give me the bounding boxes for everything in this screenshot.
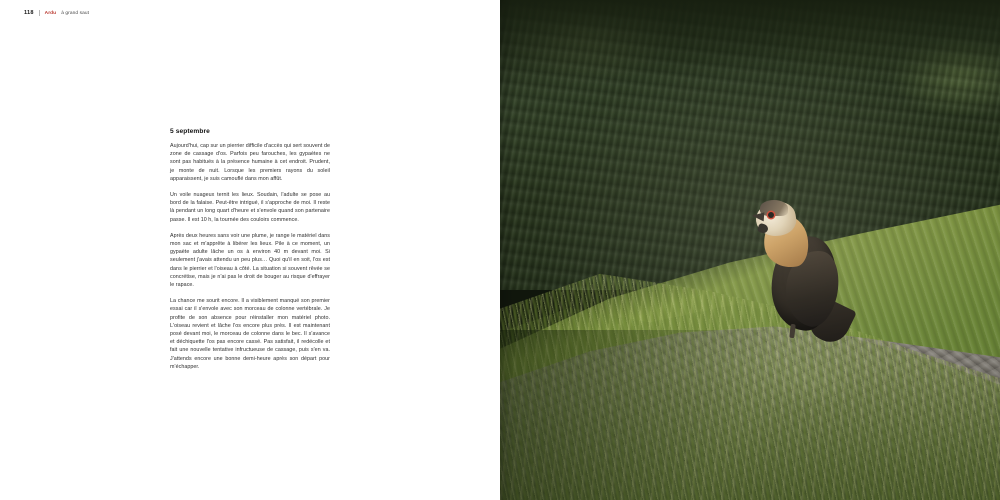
running-header xyxy=(24,10,89,16)
chapter-subtitle: à grand saut xyxy=(61,10,90,16)
page-number: 118 xyxy=(24,10,34,16)
body-paragraph: Après deux heures sans voir une plume, je range le matériel dans mon sac et m'apprête à libérer les lieux. Pile à ce moment, un gypaète adulte lâche un os à environ 40 m devant moi. Si seulement j'avais attendu un peu plus… Quoi qu'il en soit, l'os est dans le pierrier et l'oiseau à côté. La situation si souvent rêvée se concrétise, mais je n'ai pas le droit de bouger au risque d'effrayer le rapace. xyxy=(170,232,330,289)
header-divider xyxy=(39,10,40,16)
vulture-leg xyxy=(789,324,795,338)
text-column xyxy=(170,128,330,371)
chapter-tag: Ardu xyxy=(44,10,57,16)
forest-shadow-band xyxy=(500,0,1000,80)
entry-date-heading: 5 septembre xyxy=(170,128,210,135)
bearded-vulture xyxy=(746,198,852,348)
grass-shadow xyxy=(500,330,820,500)
right-page xyxy=(500,0,1000,500)
vulture-eye xyxy=(768,212,774,218)
body-paragraph: Un voile nuageux ternit les lieux. Soudain, l'adulte se pose au bord de la falaise. Peut-être intrigué, il s'approche de moi. Il reste là pendant un long quart d'heure et s'envole quand son partenaire passe. Il est 10 h, la tournée des couloirs commence. xyxy=(170,192,330,223)
body-paragraph: La chance me sourit encore. Il a visiblement manqué son premier essai car il s'envole avec son morceau de colonne vertébrale. Je profite de son absence pour réinstaller mon matériel photo. L'oiseau revient et lâche l'os encore plus près. Il est maintenant posé devant moi, le morceau de colonne dans le bec. Il s'avance et déchiquette l'os pas encore cassé. Pas satisfait, il redécolle et fait une nouvelle tentative infructueuse de cassage, puis s'en va. J'attends encore une bonne demi-heure après son départ pour m'échapper. xyxy=(170,298,330,370)
vulture-beak xyxy=(752,212,765,222)
body-paragraph: Aujourd'hui, cap sur un pierrier difficile d'accès qui sert souvent de zone de cassage d'os. Parfois peu farouches, les gypaètes ne sont pas habitués à la présence humaine à cet endroit. Prudent, je monte de nuit. Lorsque les premiers rayons du soleil apparaissent, je suis camouflé dans mon affût. xyxy=(170,143,330,182)
vulture-photograph xyxy=(500,0,1000,500)
